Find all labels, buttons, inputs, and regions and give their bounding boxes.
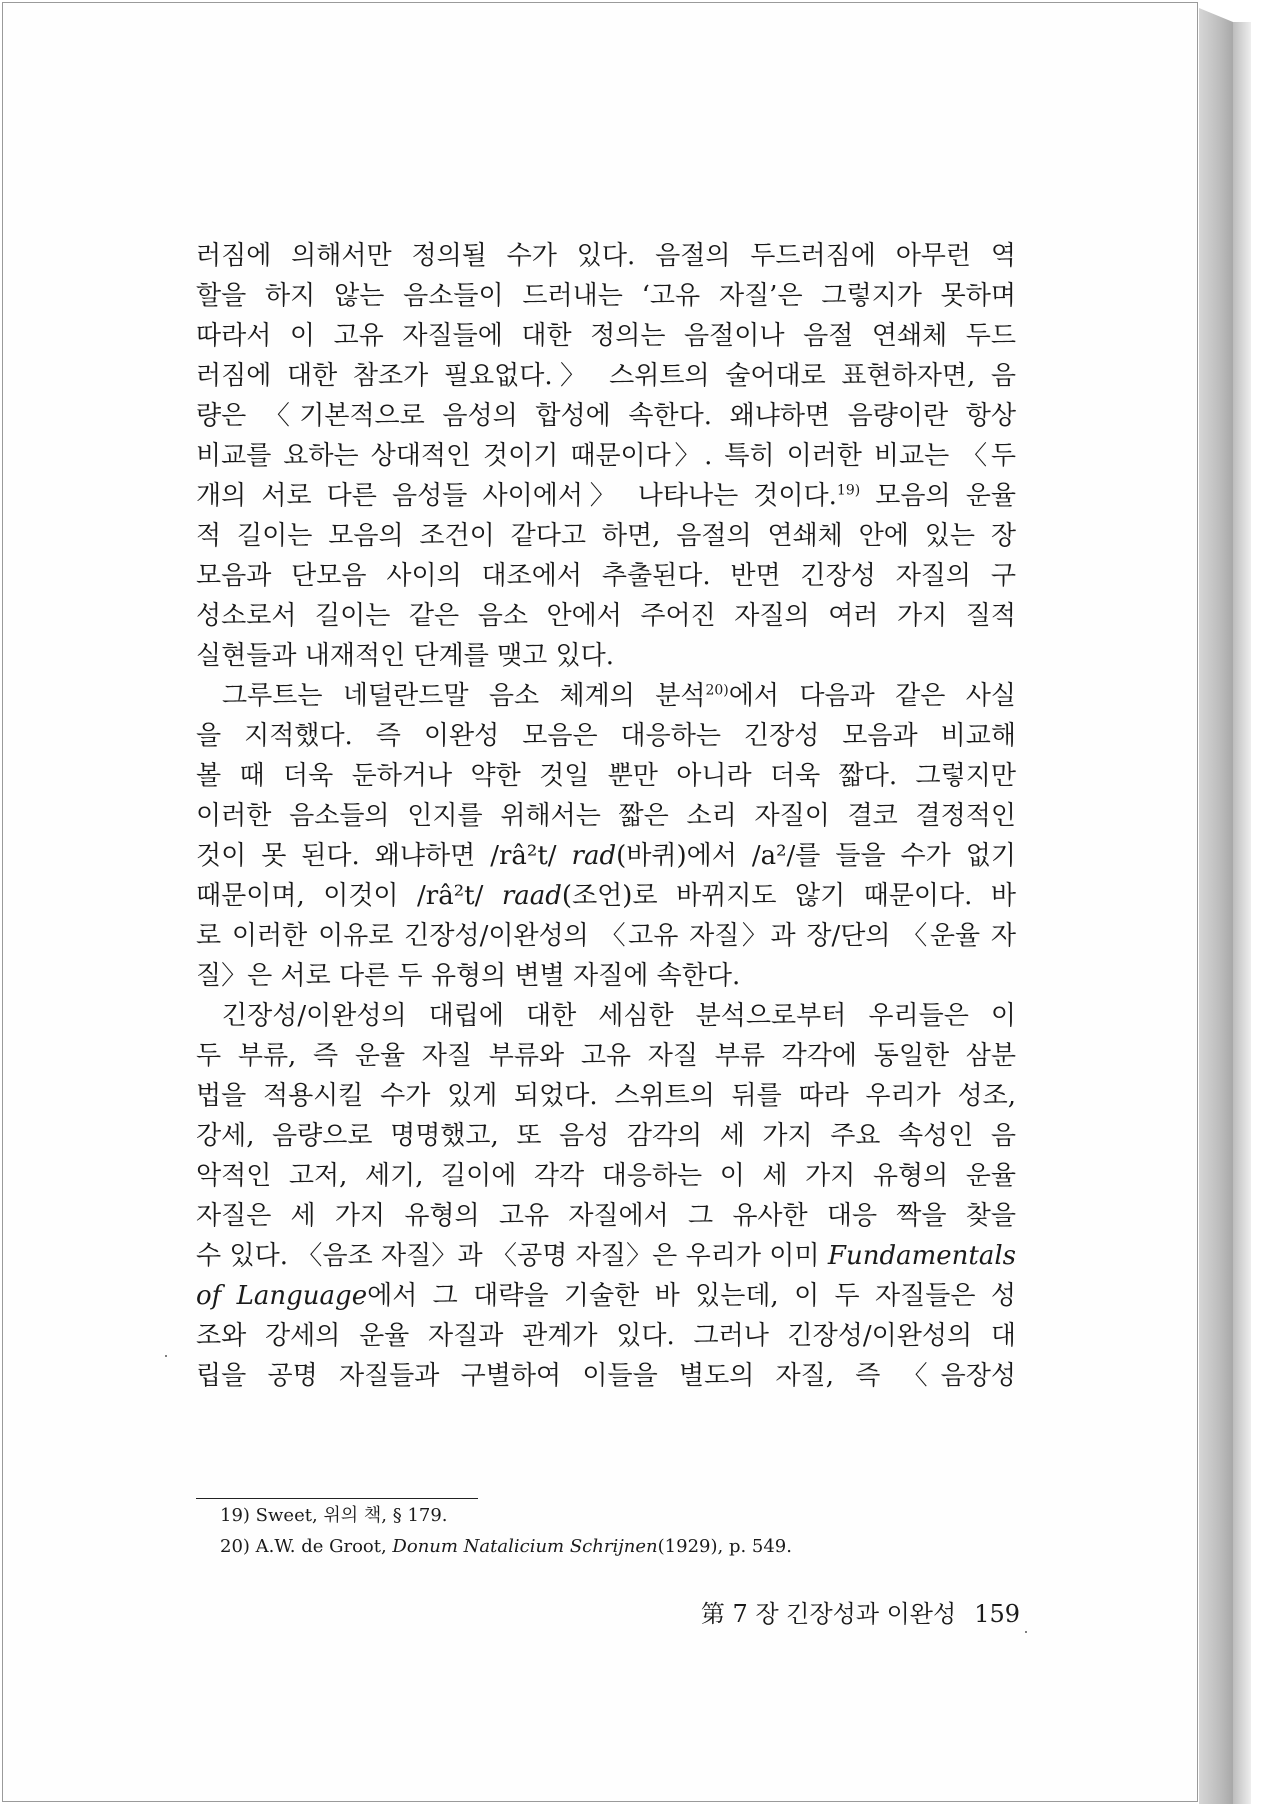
text-line: 질〉은 서로 다른 두 유형의 변별 자질에 속한다. [196, 961, 741, 991]
footnote-text: A.W. de Groot, [255, 1536, 393, 1557]
running-footer [640, 1594, 1020, 1629]
text-segment: 그루트는 네덜란드말 음소 체계의 분석 [222, 681, 706, 711]
text-line: 실현들과 내재적인 단계를 맺고 있다. [196, 641, 615, 671]
footnote-rule [196, 1498, 478, 1499]
italic-word: of Language [196, 1281, 368, 1311]
text-line: 조와 강세의 운율 자질과 관계가 있다. 그러나 긴장성/이완성의 대 [196, 1321, 1016, 1351]
scan-speck [165, 1355, 167, 1357]
text-segment: (바퀴)에서 /a²/를 들을 수가 없기 [616, 841, 1016, 871]
text-line: 을 지적했다. 즉 이완성 모음은 대응하는 긴장성 모음과 비교해 [196, 721, 1016, 751]
text-line [196, 836, 1016, 876]
text-segment: 개의 서로 다른 음성들 사이에서〉 나타나는 것이다. [196, 481, 837, 511]
text-line [196, 1276, 1016, 1316]
footnote-title: Donum Natalicium Schrijnen [392, 1536, 658, 1557]
text-line: 강세, 음량으로 명명했고, 또 음성 감각의 세 가지 주요 속성인 음 [196, 1121, 1016, 1151]
text-line: 립을 공명 자질들과 구별하여 이들을 별도의 자질, 즉 〈음장성 [196, 1361, 1016, 1391]
footnote-text: (1929), p. 549. [657, 1536, 792, 1557]
text-line [196, 476, 1016, 516]
footnote-ref: 19) [836, 482, 861, 499]
text-line: 모음과 단모음 사이의 대조에서 추출된다. 반면 긴장성 자질의 구 [196, 561, 1016, 591]
footnotes [220, 1500, 1020, 1562]
footnote-20 [220, 1531, 1020, 1562]
text-line: 러짐에 의해서만 정의될 수가 있다. 음절의 두드러짐에 아무런 역 [196, 241, 1016, 271]
page-number: 159 [974, 1600, 1020, 1628]
footnote-text: Sweet, 위의 책, § 179. [255, 1505, 448, 1526]
text-line: 할을 하지 않는 음소들이 드러내는 ‘고유 자질’은 그렇지가 못하며 [196, 281, 1016, 311]
text-line [196, 676, 1016, 716]
italic-word: rad [571, 841, 617, 871]
text-line: 법을 적용시킬 수가 있게 되었다. 스위트의 뒤를 따라 우리가 성조, [196, 1081, 1016, 1111]
body-text [196, 236, 1016, 1396]
text-line: 이러한 음소들의 인지를 위해서는 짧은 소리 자질이 결코 결정적인 [196, 801, 1016, 831]
text-line: 두 부류, 즉 운율 자질 부류와 고유 자질 부류 각각에 동일한 삼분 [196, 1041, 1016, 1071]
italic-word: raad [501, 881, 562, 911]
text-segment: 것이 못 된다. 왜냐하면 /râ²t/ [196, 841, 557, 871]
text-line: 악적인 고저, 세기, 길이에 각각 대응하는 이 세 가지 유형의 운율 [196, 1161, 1016, 1191]
text-line: 볼 때 더욱 둔하거나 약한 것일 뿐만 아니라 더욱 짧다. 그렇지만 [196, 761, 1016, 791]
text-line [196, 876, 1016, 916]
text-segment: (조언)로 바뀌지도 않기 때문이다. 바 [561, 881, 1016, 911]
text-line: 따라서 이 고유 자질들에 대한 정의는 음절이나 음절 연쇄체 두드 [196, 321, 1016, 351]
text-segment: 에서 그 대략을 기술한 바 있는데, 이 두 자질들은 성 [367, 1281, 1016, 1311]
book-edge [1199, 8, 1233, 1804]
text-segment: 수 있다. 〈음조 자질〉과 〈공명 자질〉은 우리가 이미 [196, 1241, 820, 1271]
chapter-title: 第 7 장 긴장성과 이완성 [700, 1600, 957, 1628]
footnote-mark: 19) [220, 1505, 250, 1526]
scan-speck [1025, 1631, 1027, 1633]
text-segment: 때문이며, 이것이 /râ²t/ [196, 881, 484, 911]
text-line: 비교를 요하는 상대적인 것이기 때문이다〉. 특히 이러한 비교는 〈두 [196, 441, 1016, 471]
book-edge-shadow [1233, 22, 1251, 1804]
footnote-ref: 20) [705, 682, 729, 699]
text-line: 량은 〈기본적으로 음성의 합성에 속한다. 왜냐하면 음량이란 항상 [196, 401, 1016, 431]
text-line: 로 이러한 이유로 긴장성/이완성의 〈고유 자질〉과 장/단의 〈운율 자 [196, 921, 1016, 951]
text-line: 성소로서 길이는 같은 음소 안에서 주어진 자질의 여러 가지 질적 [196, 601, 1016, 631]
text-line [196, 1236, 1016, 1276]
text-segment: 에서 다음과 같은 사실 [728, 681, 1016, 711]
footnote-mark: 20) [220, 1536, 250, 1557]
text-line: 러짐에 대한 참조가 필요없다.〉 스위트의 술어대로 표현하자면, 음 [196, 361, 1016, 391]
text-line: 적 길이는 모음의 조건이 같다고 하면, 음절의 연쇄체 안에 있는 장 [196, 521, 1016, 551]
italic-word: Fundamentals [827, 1241, 1016, 1271]
footnote-19 [220, 1500, 1020, 1531]
text-line: 긴장성/이완성의 대립에 대한 세심한 분석으로부터 우리들은 이 [222, 1001, 1016, 1031]
text-segment: 모음의 운율 [860, 481, 1016, 511]
text-line: 자질은 세 가지 유형의 고유 자질에서 그 유사한 대응 짝을 찾을 [196, 1201, 1016, 1231]
